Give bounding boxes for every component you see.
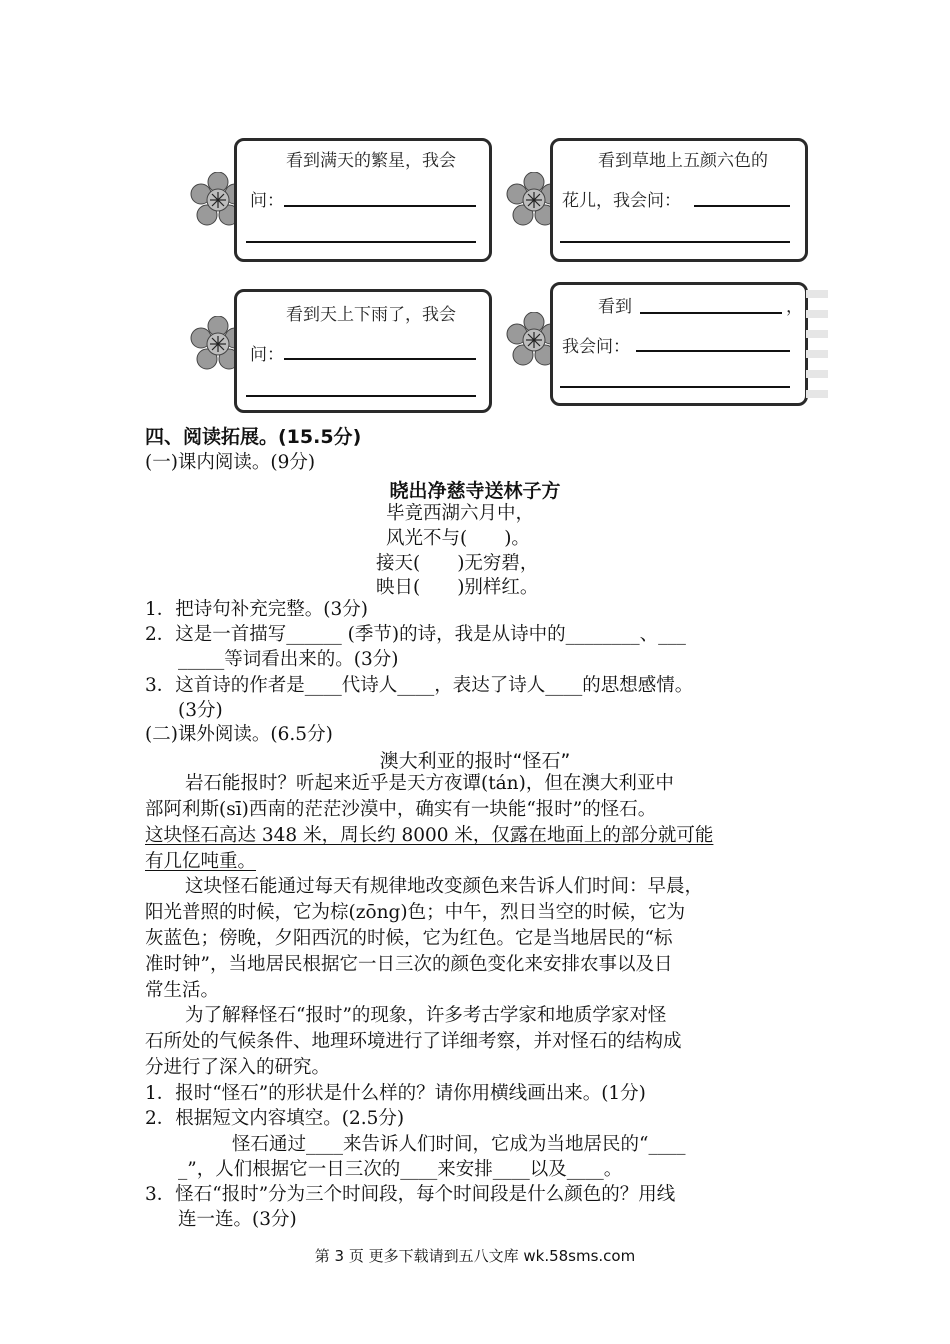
answer-blank[interactable] xyxy=(694,205,790,207)
question-2: 2．根据短文内容填空。(2.5分) xyxy=(145,1108,405,1129)
answer-blank[interactable] xyxy=(560,241,790,243)
question-2: 2．这是一首描写______ (季节)的诗，我是从诗中的________、___ xyxy=(145,624,686,645)
answer-blank[interactable] xyxy=(284,205,476,207)
part-2-title: (二)课外阅读。(6.5分) xyxy=(145,724,333,745)
article-line: 石所处的气候条件、地理环境进行了详细考察，并对怪石的结构成 xyxy=(145,1031,682,1052)
card-3-line1: 看到天上下雨了，我会 xyxy=(286,305,456,325)
card-4-line2: 我会问： xyxy=(562,337,630,357)
question-2-fill: 怪石通过____来告诉人们时间，它成为当地居民的“____ xyxy=(232,1134,686,1155)
question-3: 3．怪石“报时”分为三个时间段，每个时间段是什么颜色的？用线 xyxy=(145,1184,676,1205)
article-line: 常生活。 xyxy=(145,980,220,1001)
question-2-cont: _____等词看出来的。(3分) xyxy=(178,649,399,670)
article-line: 阳光普照的时候，它为棕(zōng)色；中午，烈日当空的时候，它为 xyxy=(145,902,686,923)
article-line: 岩石能报时？听起来近乎是天方夜谭(tán)，但在澳大利亚中 xyxy=(185,773,674,794)
answer-blank[interactable] xyxy=(284,358,476,360)
question-1: 1．把诗句补充完整。(3分) xyxy=(145,599,368,620)
article-line: 部阿利斯(sī)西南的茫茫沙漠中，确实有一块能“报时”的怪石。 xyxy=(145,799,657,820)
article-line-underlined: 有几亿吨重。 xyxy=(145,851,257,872)
question-1: 1．报时“怪石”的形状是什么样的？请你用横线画出来。(1分) xyxy=(145,1083,646,1104)
article-line: 灰蓝色；傍晚，夕阳西沉的时候，它为红色。它是当地居民的“标 xyxy=(145,928,673,949)
poem-line: 毕竟西湖六月中， xyxy=(386,503,535,524)
article-line: 这块怪石能通过每天有规律地改变颜色来告诉人们时间：早晨， xyxy=(185,876,704,897)
section-title: 四、阅读拓展。(15.5分) xyxy=(145,426,362,448)
article-line-underlined: 这块怪石高达 348 米，周长约 8000 米，仅露在地面上的部分就可能 xyxy=(145,825,714,846)
card-2-line2: 花儿，我会问： xyxy=(562,191,681,211)
card-1-line1: 看到满天的繁星，我会 xyxy=(286,151,456,171)
page-footer: 第 3 页 更多下载请到五八文库 wk.58sms.com xyxy=(314,1247,636,1265)
article-line: 为了解释怪石“报时”的现象，许多考古学家和地质学家对怪 xyxy=(185,1005,667,1026)
card-3-line2: 问： xyxy=(250,345,284,365)
poem-line: 映日( )别样红。 xyxy=(376,577,539,598)
article-line: 分进行了深入的研究。 xyxy=(145,1057,331,1078)
answer-blank[interactable] xyxy=(560,386,790,388)
watermark-decoration xyxy=(806,285,828,410)
poem-line: 风光不与( )。 xyxy=(386,528,530,549)
card-4-line1: 看到 xyxy=(598,297,632,317)
article-line: 准时钟”，当地居民根据它一日三次的颜色变化来安排农事以及日 xyxy=(145,954,673,975)
card-4-comma: ， xyxy=(786,297,803,317)
article-title: 澳大利亚的报时“怪石” xyxy=(379,750,571,772)
question-3: 3．这首诗的作者是____代诗人____，表达了诗人____的思想感情。 xyxy=(145,675,694,696)
question-2-fill-cont: _”，人们根据它一日三次的____来安排____以及____。 xyxy=(178,1159,623,1180)
answer-blank[interactable] xyxy=(246,395,476,397)
poem-title: 晓出净慈寺送林子方 xyxy=(389,480,561,502)
poem-line: 接天( )无穷碧， xyxy=(376,553,539,574)
answer-blank[interactable] xyxy=(640,312,782,314)
part-1-title: (一)课内阅读。(9分) xyxy=(145,452,316,473)
answer-blank[interactable] xyxy=(246,241,476,243)
card-1-line2: 问： xyxy=(250,191,284,211)
card-2-line1: 看到草地上五颜六色的 xyxy=(598,151,768,171)
question-3-cont: 连一连。(3分) xyxy=(178,1209,297,1230)
question-3-cont: (3分) xyxy=(178,700,223,721)
answer-blank[interactable] xyxy=(636,350,790,352)
